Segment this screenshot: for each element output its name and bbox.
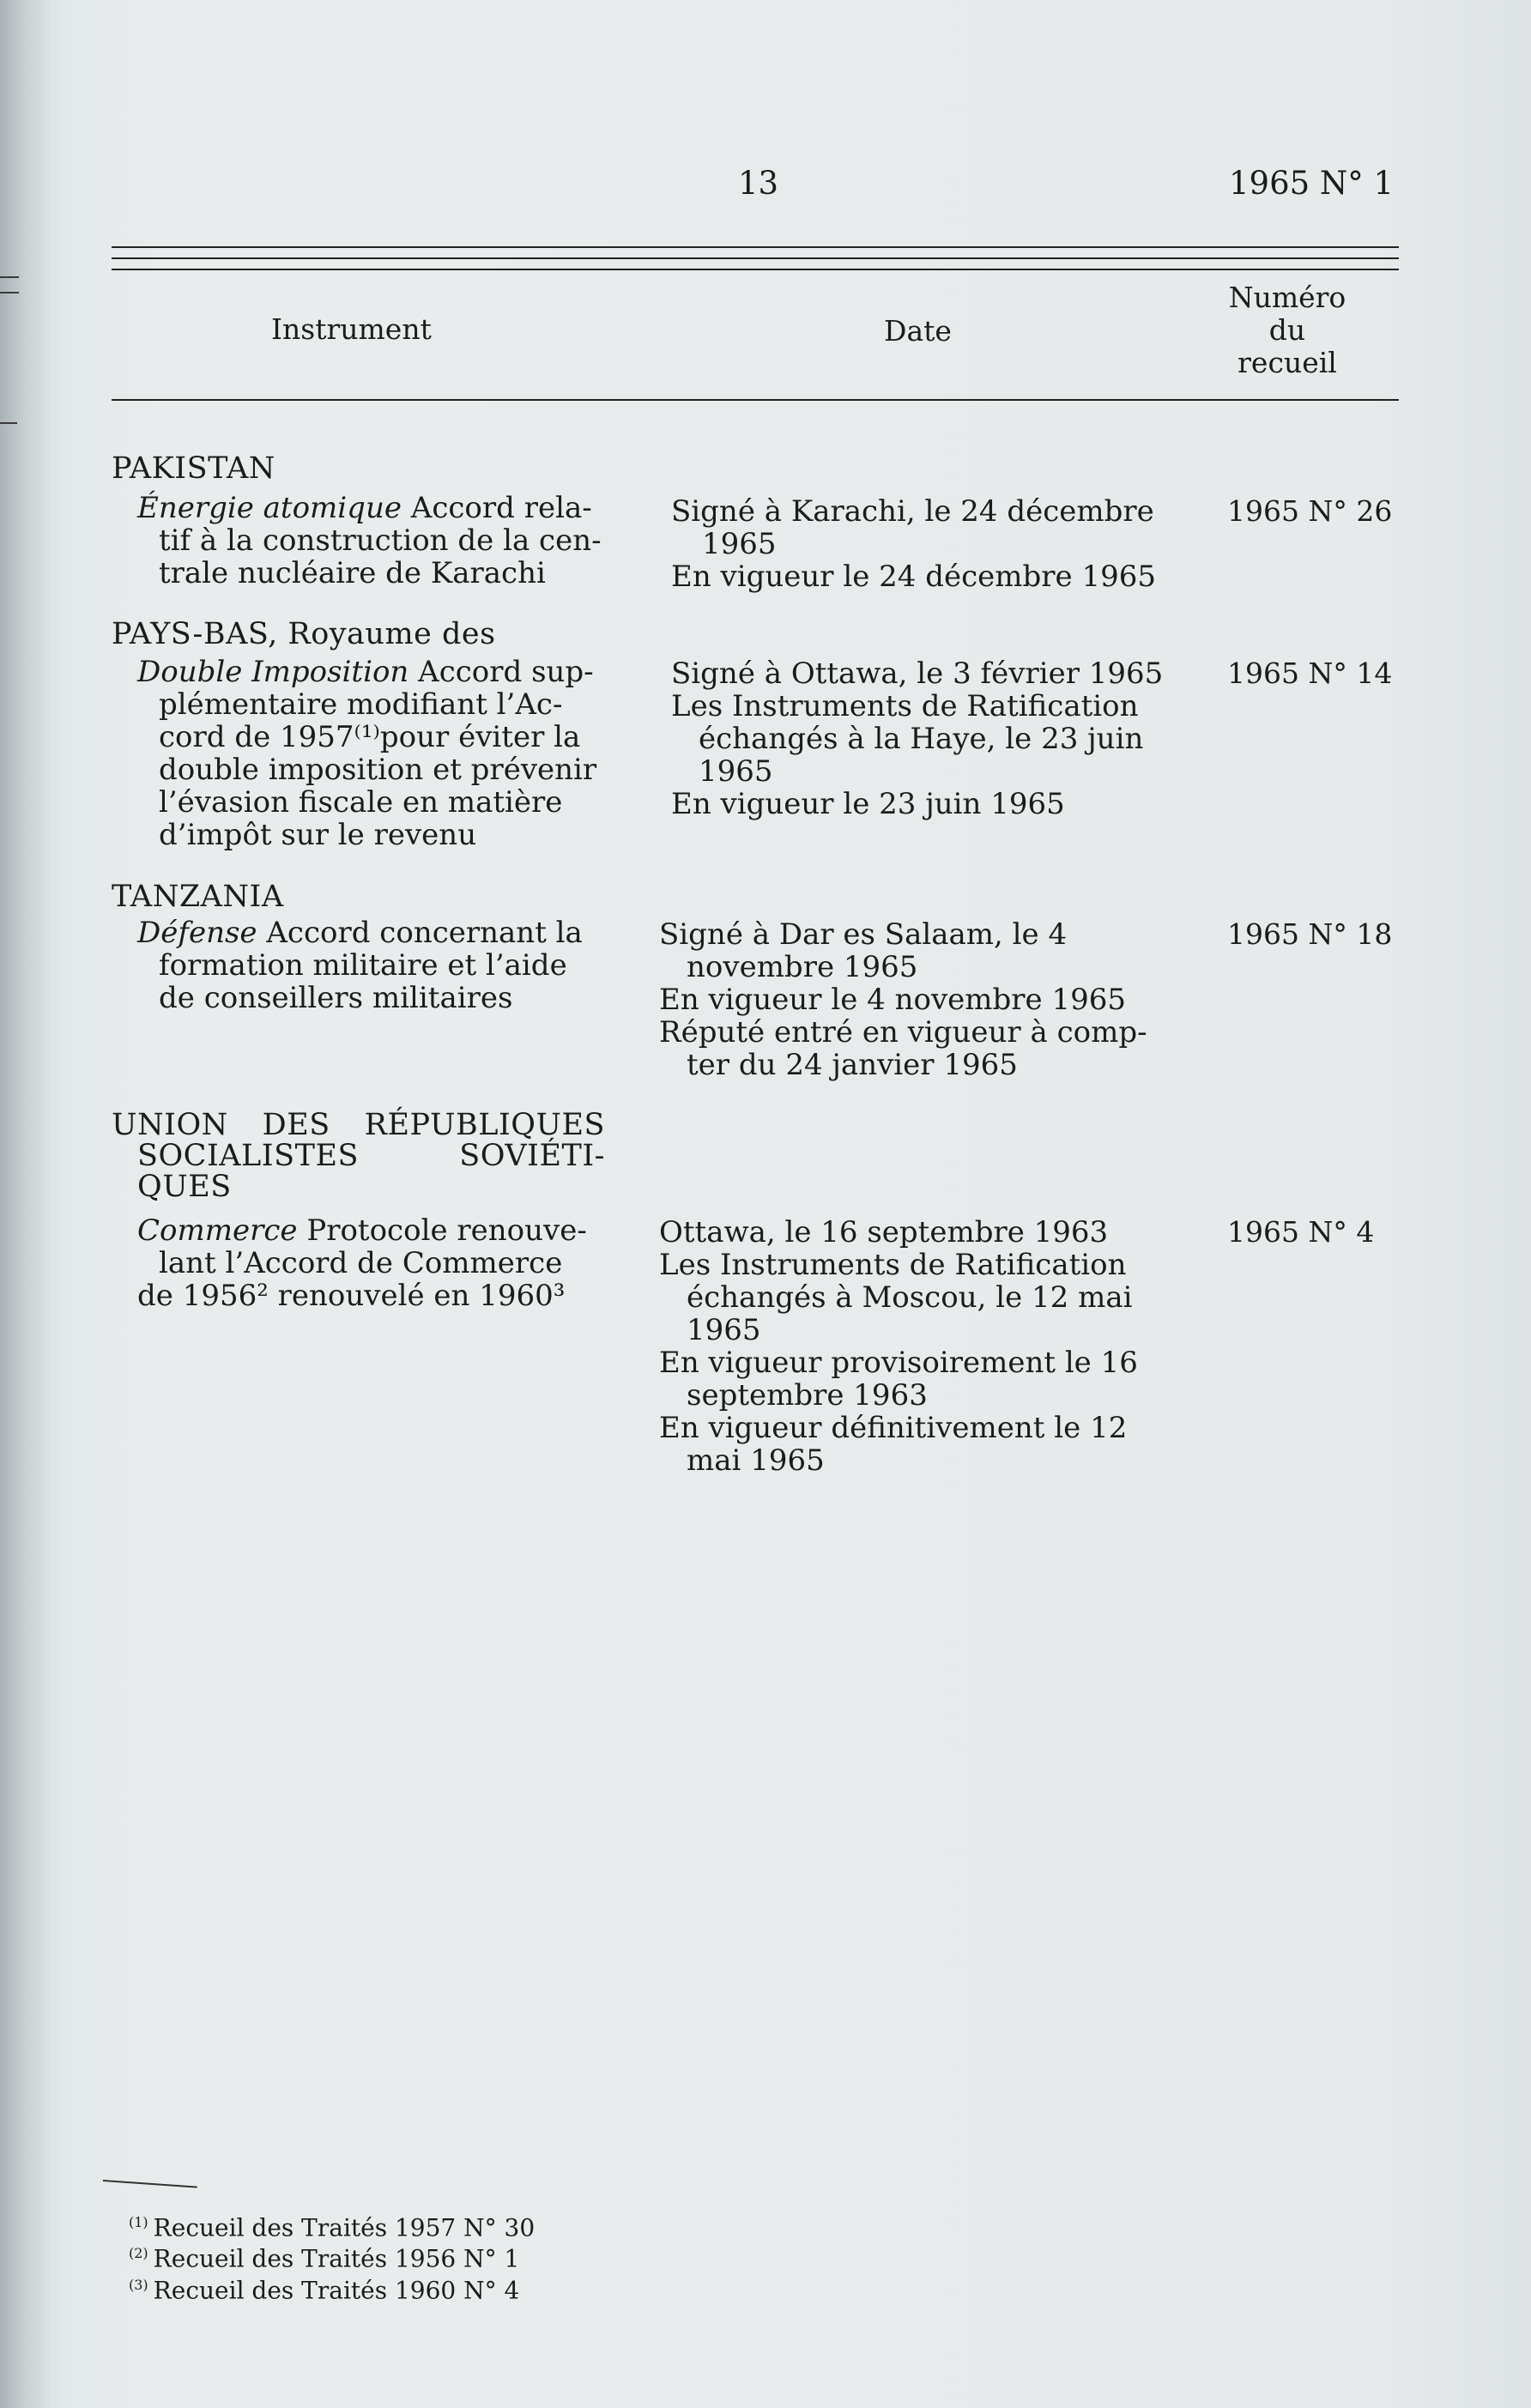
date-text: Réputé entré en vigueur à comp-	[659, 1015, 1147, 1050]
date-line	[671, 690, 1177, 788]
footnote	[129, 2272, 535, 2303]
instrument-text: Accord sup-	[418, 655, 594, 689]
spine-mark-mid	[0, 292, 19, 293]
date-line	[659, 1016, 1161, 1081]
date-cell	[671, 657, 1177, 820]
date-text: septembre 1963	[687, 1378, 928, 1413]
date-text: Les Instruments de Ratification	[671, 689, 1139, 723]
date-text: mai 1965	[687, 1443, 825, 1478]
collection-reference: 1965 N° 4	[1227, 1215, 1375, 1249]
instrument-text: l’évasion fiscale en matière	[159, 785, 563, 820]
instrument-subject: Défense	[137, 916, 257, 950]
date-text: 1965	[702, 527, 777, 561]
column-header-number	[1210, 281, 1365, 379]
spine-mark-low	[0, 422, 17, 424]
footnote-rule	[103, 2180, 197, 2188]
column-header-date: Date	[884, 314, 952, 348]
country-heading: TANZANIA	[112, 880, 284, 914]
date-line	[671, 495, 1177, 560]
date-line	[659, 918, 1161, 983]
collection-reference: 1965 N° 18	[1227, 917, 1393, 951]
instrument-text: de conseillers militaires	[159, 981, 513, 1015]
instrument-text: double imposition et prévenir	[159, 753, 597, 787]
instrument-description	[137, 917, 605, 1014]
date-text: 1965	[687, 1313, 761, 1347]
instrument-text: cord de 1957⁽¹⁾pour éviter la	[159, 720, 581, 754]
date-text: Les Instruments de Ratification	[659, 1248, 1127, 1282]
instrument-text: Accord rela-	[410, 491, 592, 525]
date-line	[659, 1249, 1161, 1346]
table-top-rule-1	[112, 246, 1399, 248]
column-header-instrument: Instrument	[271, 312, 432, 346]
instrument-text: plémentaire modifiant l’Ac-	[159, 687, 563, 722]
table-header-rule	[112, 399, 1399, 401]
instrument-description	[137, 656, 605, 851]
footnotes	[129, 2210, 535, 2303]
instrument-description	[137, 1214, 605, 1312]
date-text: 1965	[699, 754, 773, 789]
date-text: En vigueur le 4 novembre 1965	[659, 983, 1126, 1017]
date-cell	[671, 495, 1177, 593]
date-text: En vigueur définitivement le 12	[659, 1411, 1128, 1445]
date-text: En vigueur provisoirement le 16	[659, 1346, 1138, 1380]
page-spine-shadow	[0, 0, 67, 2408]
date-line	[671, 788, 1177, 820]
instrument-subject: Double Imposition	[137, 655, 409, 689]
date-line	[659, 1216, 1161, 1249]
instrument-text: trale nucléaire de Karachi	[159, 556, 546, 590]
column-header-number-line: Numéro	[1228, 281, 1346, 314]
column-header-number-line: du	[1268, 313, 1306, 347]
date-text: En vigueur le 23 juin 1965	[671, 787, 1065, 821]
country-heading: PAYS-BAS, Royaume des	[112, 617, 496, 651]
table-top-rule-2	[112, 257, 1399, 259]
date-line	[671, 560, 1177, 593]
instrument-subject: Commerce	[137, 1213, 298, 1248]
instrument-text: d’impôt sur le revenu	[159, 818, 477, 852]
instrument-text: formation militaire et l’aide	[159, 948, 567, 983]
footnote-text: Recueil des Traités 1956 N° 1	[153, 2244, 520, 2273]
instrument-text: Protocole renouve-	[306, 1213, 587, 1248]
column-header-number-line: recueil	[1238, 346, 1337, 379]
footnote-mark: (3)	[129, 2276, 148, 2293]
instrument-description	[137, 492, 605, 590]
date-line	[671, 657, 1177, 690]
date-line	[659, 1346, 1161, 1412]
date-line	[659, 983, 1161, 1016]
footnote-mark: (2)	[129, 2245, 148, 2262]
footnote-text: Recueil des Traités 1960 N° 4	[153, 2275, 520, 2304]
date-line	[659, 1412, 1161, 1477]
footnote-text: Recueil des Traités 1957 N° 30	[153, 2213, 536, 2242]
collection-reference: 1965 N° 26	[1227, 494, 1393, 528]
country-heading	[112, 1110, 605, 1202]
instrument-text: lant l’Accord de Commerce	[159, 1246, 563, 1280]
date-text: Signé à Ottawa, le 3 février 1965	[671, 656, 1164, 691]
date-text: échangés à Moscou, le 12 mai	[687, 1280, 1133, 1315]
instrument-text: de 1956² renouvelé en 1960³	[137, 1279, 566, 1313]
country-heading-line: QUES	[137, 1170, 232, 1204]
date-text: Signé à Karachi, le 24 décembre	[671, 494, 1154, 529]
country-heading-line: UNION DES RÉPUBLIQUES	[112, 1108, 605, 1142]
footnote-mark: (1)	[129, 2214, 148, 2230]
date-cell	[659, 1216, 1161, 1477]
date-text: Ottawa, le 16 septembre 1963	[659, 1215, 1109, 1249]
footnote	[129, 2241, 535, 2272]
date-text: ter du 24 janvier 1965	[687, 1048, 1018, 1082]
instrument-subject: Énergie atomique	[137, 491, 402, 525]
instrument-text: tif à la construction de la cen-	[159, 523, 602, 558]
instrument-text: Accord concernant la	[266, 916, 583, 950]
country-heading-line: SOCIALISTES SOVIÉTI-	[137, 1139, 605, 1173]
date-cell	[659, 918, 1161, 1081]
table-top-rule-3	[112, 269, 1399, 270]
date-text: En vigueur le 24 décembre 1965	[671, 560, 1156, 594]
collection-number: 1965 N° 1	[1229, 165, 1395, 202]
footnote	[129, 2210, 535, 2241]
spine-mark-top	[0, 276, 19, 278]
date-text: novembre 1965	[687, 950, 918, 984]
country-heading: PAKISTAN	[112, 451, 275, 486]
collection-reference: 1965 N° 14	[1227, 656, 1393, 690]
date-text: Signé à Dar es Salaam, le 4	[659, 917, 1068, 952]
date-text: échangés à la Haye, le 23 juin	[699, 722, 1144, 756]
page-number: 13	[738, 165, 779, 202]
